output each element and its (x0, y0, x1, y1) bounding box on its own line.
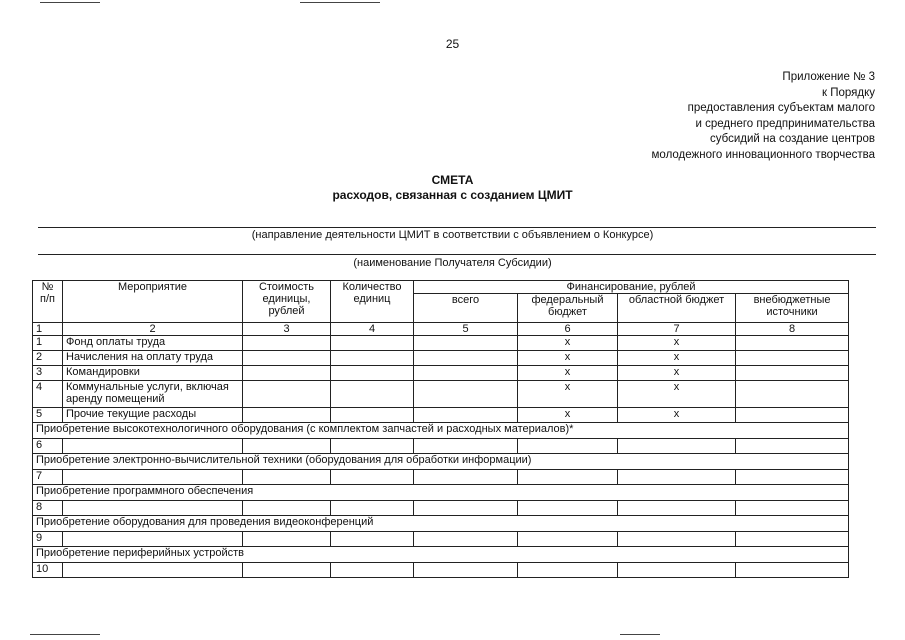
cell-regional-x: x (618, 336, 736, 351)
cell-regional[interactable] (618, 563, 736, 578)
cell-unit-cost[interactable] (243, 366, 331, 381)
cell-total[interactable] (414, 336, 518, 351)
column-number: 4 (331, 323, 414, 336)
row-num: 5 (33, 408, 63, 423)
cell-federal-x: x (518, 336, 618, 351)
table-row (33, 351, 849, 366)
scan-edge-mark (300, 2, 380, 3)
table-row (33, 532, 849, 547)
cell-regional[interactable] (618, 501, 736, 516)
row-name: Начисления на оплату труда (63, 351, 243, 366)
cell-federal-x: x (518, 351, 618, 366)
section-title: Приобретение программного обеспечения (33, 485, 849, 501)
cell-federal[interactable] (518, 439, 618, 454)
caption-recipient: (наименование Получателя Субсидии) (353, 257, 552, 269)
cell-extra[interactable] (736, 470, 849, 485)
cell-regional-x: x (618, 351, 736, 366)
cell-total[interactable] (414, 563, 518, 578)
cell-quantity[interactable] (331, 439, 414, 454)
section-rows (33, 423, 849, 578)
cell-federal[interactable] (518, 532, 618, 547)
column-number: 3 (243, 323, 331, 336)
table-row (33, 336, 849, 351)
cell-event[interactable] (63, 532, 243, 547)
header-num: № п/п (33, 281, 63, 323)
cell-unit-cost[interactable] (243, 532, 331, 547)
cell-event[interactable] (63, 563, 243, 578)
table-row (33, 563, 849, 578)
header-quantity: Количество единиц (331, 281, 414, 323)
cell-regional[interactable] (618, 470, 736, 485)
column-number: 5 (414, 323, 518, 336)
section-heading-row (33, 516, 849, 532)
cell-extra[interactable] (736, 351, 849, 366)
scan-edge-mark (620, 634, 660, 635)
row-num: 9 (33, 532, 63, 547)
document-title: СМЕТА (431, 173, 474, 187)
header-event: Мероприятие (63, 281, 243, 323)
row-num: 10 (33, 563, 63, 578)
fill-in-line-recipient (38, 254, 876, 255)
row-num: 8 (33, 501, 63, 516)
table-row (33, 366, 849, 381)
cell-extra[interactable] (736, 408, 849, 423)
cell-extra[interactable] (736, 532, 849, 547)
column-number: 7 (618, 323, 736, 336)
cell-total[interactable] (414, 501, 518, 516)
cell-total[interactable] (414, 408, 518, 423)
cell-unit-cost[interactable] (243, 336, 331, 351)
cell-federal[interactable] (518, 470, 618, 485)
cell-event[interactable] (63, 501, 243, 516)
row-name: Командировки (63, 366, 243, 381)
cell-extra[interactable] (736, 336, 849, 351)
cell-quantity[interactable] (331, 563, 414, 578)
header-financing: Финансирование, рублей (414, 281, 849, 294)
cell-unit-cost[interactable] (243, 408, 331, 423)
table-row (33, 501, 849, 516)
cell-total[interactable] (414, 381, 518, 408)
cell-unit-cost[interactable] (243, 381, 331, 408)
cell-regional[interactable] (618, 532, 736, 547)
cell-regional-x: x (618, 408, 736, 423)
cell-quantity[interactable] (331, 532, 414, 547)
column-number: 1 (33, 323, 63, 336)
table-row (33, 408, 849, 423)
section-title: Приобретение оборудования для проведения видеоконференций (33, 516, 849, 532)
row-num: 2 (33, 351, 63, 366)
cell-unit-cost[interactable] (243, 439, 331, 454)
row-name: Коммунальные услуги, включая аренду помещений (63, 381, 243, 408)
cell-unit-cost[interactable] (243, 501, 331, 516)
document-title-block (0, 173, 905, 203)
cell-unit-cost[interactable] (243, 351, 331, 366)
table-header (33, 281, 849, 336)
row-num: 1 (33, 336, 63, 351)
section-heading-row (33, 454, 849, 470)
fill-in-line-direction (38, 227, 876, 228)
appendix-line: к Порядку (821, 86, 875, 99)
appendix-block (652, 70, 875, 163)
cell-total[interactable] (414, 470, 518, 485)
table-row (33, 381, 849, 408)
cell-unit-cost[interactable] (243, 470, 331, 485)
appendix-line: и среднего предпринимательства (695, 117, 875, 130)
expense-rows (33, 336, 849, 423)
appendix-line: Приложение № 3 (782, 71, 875, 83)
cell-total[interactable] (414, 532, 518, 547)
column-numbers-row (33, 323, 849, 336)
cell-quantity[interactable] (331, 336, 414, 351)
scan-edge-mark (40, 2, 100, 3)
caption-direction: (направление деятельности ЦМИТ в соответствии с объявлением о Конкурсе) (251, 229, 654, 241)
cell-extra[interactable] (736, 439, 849, 454)
cell-extra[interactable] (736, 366, 849, 381)
section-title: Приобретение электронно-вычислительной техники (оборудования для обработки информации) (33, 454, 849, 470)
cell-quantity[interactable] (331, 408, 414, 423)
header-regional: областной бюджет (618, 294, 736, 323)
cell-quantity[interactable] (331, 381, 414, 408)
table-row (33, 470, 849, 485)
cell-federal[interactable] (518, 563, 618, 578)
section-heading-row (33, 547, 849, 563)
header-extra: внебюджетные источники (736, 294, 849, 323)
section-title: Приобретение периферийных устройств (33, 547, 849, 563)
column-number: 6 (518, 323, 618, 336)
document-subtitle: расходов, связанная с созданием ЦМИТ (332, 188, 573, 202)
budget-table (32, 280, 849, 578)
header-row (33, 281, 849, 294)
row-name: Прочие текущие расходы (63, 408, 243, 423)
cell-regional-x: x (618, 381, 736, 408)
column-number: 2 (63, 323, 243, 336)
header-total: всего (414, 294, 518, 323)
cell-extra[interactable] (736, 501, 849, 516)
cell-regional[interactable] (618, 439, 736, 454)
section-heading-row (33, 423, 849, 439)
cell-quantity[interactable] (331, 366, 414, 381)
row-num: 4 (33, 381, 63, 408)
cell-total[interactable] (414, 351, 518, 366)
table-row (33, 439, 849, 454)
cell-quantity[interactable] (331, 501, 414, 516)
scan-edge-mark (30, 634, 100, 635)
column-number: 8 (736, 323, 849, 336)
cell-quantity[interactable] (331, 351, 414, 366)
cell-total[interactable] (414, 366, 518, 381)
row-num: 7 (33, 470, 63, 485)
cell-extra[interactable] (736, 563, 849, 578)
row-num: 6 (33, 439, 63, 454)
cell-quantity[interactable] (331, 470, 414, 485)
cell-event[interactable] (63, 439, 243, 454)
cell-federal-x: x (518, 381, 618, 408)
appendix-line: молодежного инновационного творчества (651, 148, 875, 161)
cell-federal-x: x (518, 366, 618, 381)
cell-regional-x: x (618, 366, 736, 381)
cell-unit-cost[interactable] (243, 563, 331, 578)
row-name: Фонд оплаты труда (63, 336, 243, 351)
cell-total[interactable] (414, 439, 518, 454)
page-number: 25 (445, 37, 460, 51)
cell-federal[interactable] (518, 501, 618, 516)
header-unit-cost: Стоимость единицы, рублей (243, 281, 331, 323)
section-heading-row (33, 485, 849, 501)
appendix-line: предоставления субъектам малого (687, 102, 875, 114)
header-federal: федеральный бюджет (518, 294, 618, 323)
section-title: Приобретение высокотехнологичного оборудования (с комплектом запчастей и расходных материалов)* (33, 423, 849, 439)
cell-event[interactable] (63, 470, 243, 485)
row-num: 3 (33, 366, 63, 381)
appendix-line: субсидий на создание центров (710, 133, 875, 145)
cell-extra[interactable] (736, 381, 849, 408)
cell-federal-x: x (518, 408, 618, 423)
